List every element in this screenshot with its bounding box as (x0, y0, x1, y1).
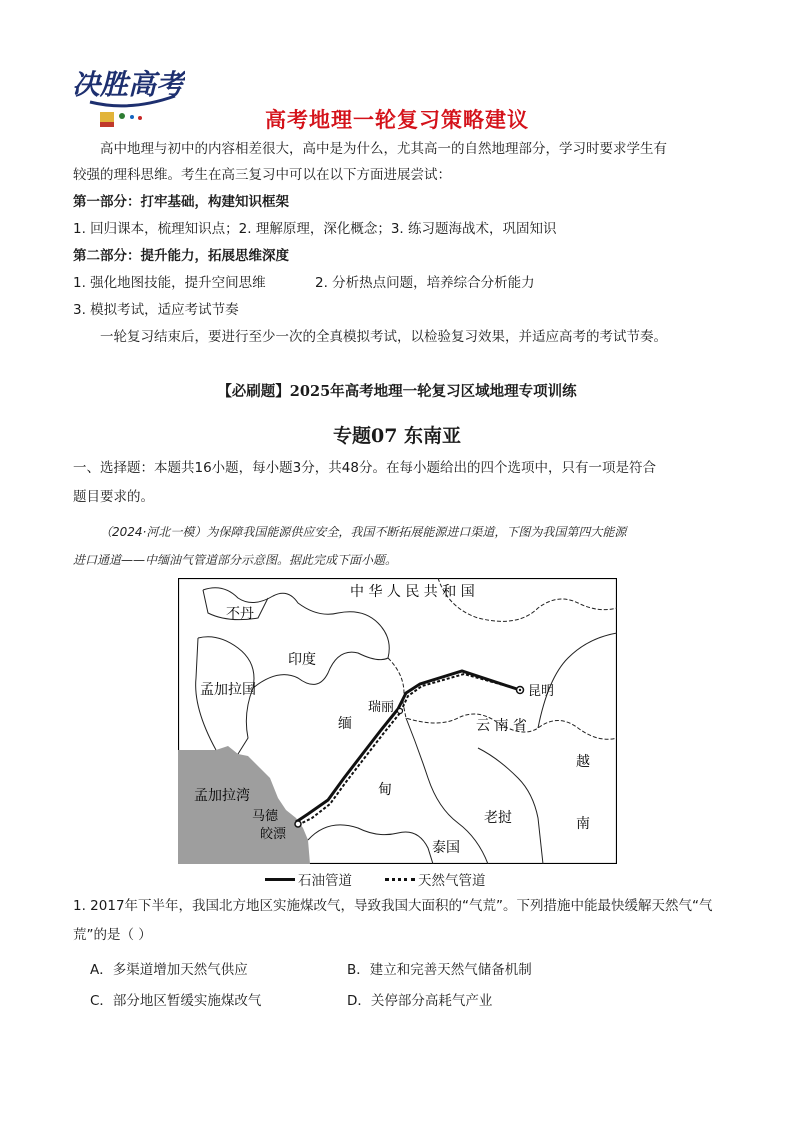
intro-line-1: 高中地理与初中的内容相差很大，高中是为什么，尤其高一的自然地理部分，学习时要求学生有 (100, 141, 667, 157)
option-a[interactable]: A．多渠道增加天然气供应 (90, 962, 248, 978)
stimulus-line-2: 进口通道——中缅油气管道部分示意图。据此完成下面小题。 (73, 553, 398, 567)
part2-item-1: 1. 强化地图技能，提升空间思维 (73, 275, 266, 291)
label-vietnam-1: 越 (576, 754, 590, 770)
section-instruction-1: 一、选择题：本题共16小题，每小题3分，共48分。在每小题给出的四个选项中，只有一项是符合 (73, 460, 656, 476)
label-myanmar-2: 甸 (378, 782, 392, 798)
section-instruction-2: 题目要求的。 (73, 489, 154, 505)
label-vietnam-2: 南 (576, 816, 590, 832)
legend-oil-swatch (265, 878, 295, 881)
part2-item-3: 3. 模拟考试，适应考试节奏 (73, 302, 239, 318)
closing-paragraph: 一轮复习结束后，要进行至少一次的全真模拟考试，以检验复习效果，并适应高考的考试节奏。 (100, 329, 667, 345)
label-made: 马德 (252, 809, 279, 824)
option-b[interactable]: B．建立和完善天然气储备机制 (347, 962, 532, 978)
part2-heading: 第二部分：提升能力，拓展思维深度 (73, 248, 289, 264)
label-myanmar-1: 缅 (338, 716, 352, 732)
option-c[interactable]: C．部分地区暂缓实施煤改气 (90, 993, 262, 1009)
part2-item-2: 2. 分析热点问题，培养综合分析能力 (315, 275, 535, 291)
label-laos: 老挝 (484, 810, 512, 826)
map-graphic (178, 578, 617, 864)
label-kunming: 昆明 (528, 684, 555, 699)
label-kyaukphyu: 皎漂 (260, 827, 287, 842)
topic-title: 专题07 东南亚 (332, 425, 462, 447)
kyaukphyu-marker (295, 821, 301, 827)
option-d[interactable]: D．关停部分高耗气产业 (347, 993, 493, 1009)
label-china: 中 华 人 民 共 和 国 (350, 584, 475, 600)
intro-line-2: 较强的理科思维。考生在高三复习中可以在以下方面进展尝试： (73, 167, 451, 183)
label-yunnan: 云 南 省 (476, 718, 527, 734)
label-thailand: 泰国 (432, 840, 460, 856)
logo-text: 决胜高考 (72, 68, 185, 101)
part1-heading: 第一部分：打牢基础，构建知识框架 (73, 194, 289, 210)
pipeline-map (178, 578, 617, 864)
label-india: 印度 (288, 652, 316, 668)
label-bangladesh: 孟加拉国 (200, 682, 256, 698)
label-bhutan: 不丹 (226, 606, 254, 622)
page-title: 高考地理一轮复习策略建议 (265, 108, 529, 132)
exam-title: 【必刷题】2025年高考地理一轮复习区域地理专项训练 (217, 383, 577, 400)
label-bay-of-bengal: 孟加拉湾 (194, 788, 250, 804)
legend-gas-label: 天然气管道 (418, 873, 486, 889)
legend-gas-swatch (385, 878, 415, 881)
legend-oil-label: 石油管道 (298, 873, 352, 889)
label-ruili: 瑞丽 (368, 700, 395, 715)
question-1-stem-2: 荒”的是（ ） (73, 927, 152, 943)
question-1-stem-1: 1. 2017年下半年，我国北方地区实施煤改气，导致我国大面积的“气荒”。下列措施中能最快缓解天然气“气 (73, 898, 713, 914)
stimulus-line-1: （2024·河北一模）为保障我国能源供应安全，我国不断拓展能源进口渠道，下图为我国第四大能源 (100, 525, 627, 539)
part1-items: 1. 回归课本，梳理知识点；2. 理解原理，深化概念；3. 练习题海战术，巩固知识 (73, 221, 557, 237)
ruili-marker (398, 709, 403, 714)
